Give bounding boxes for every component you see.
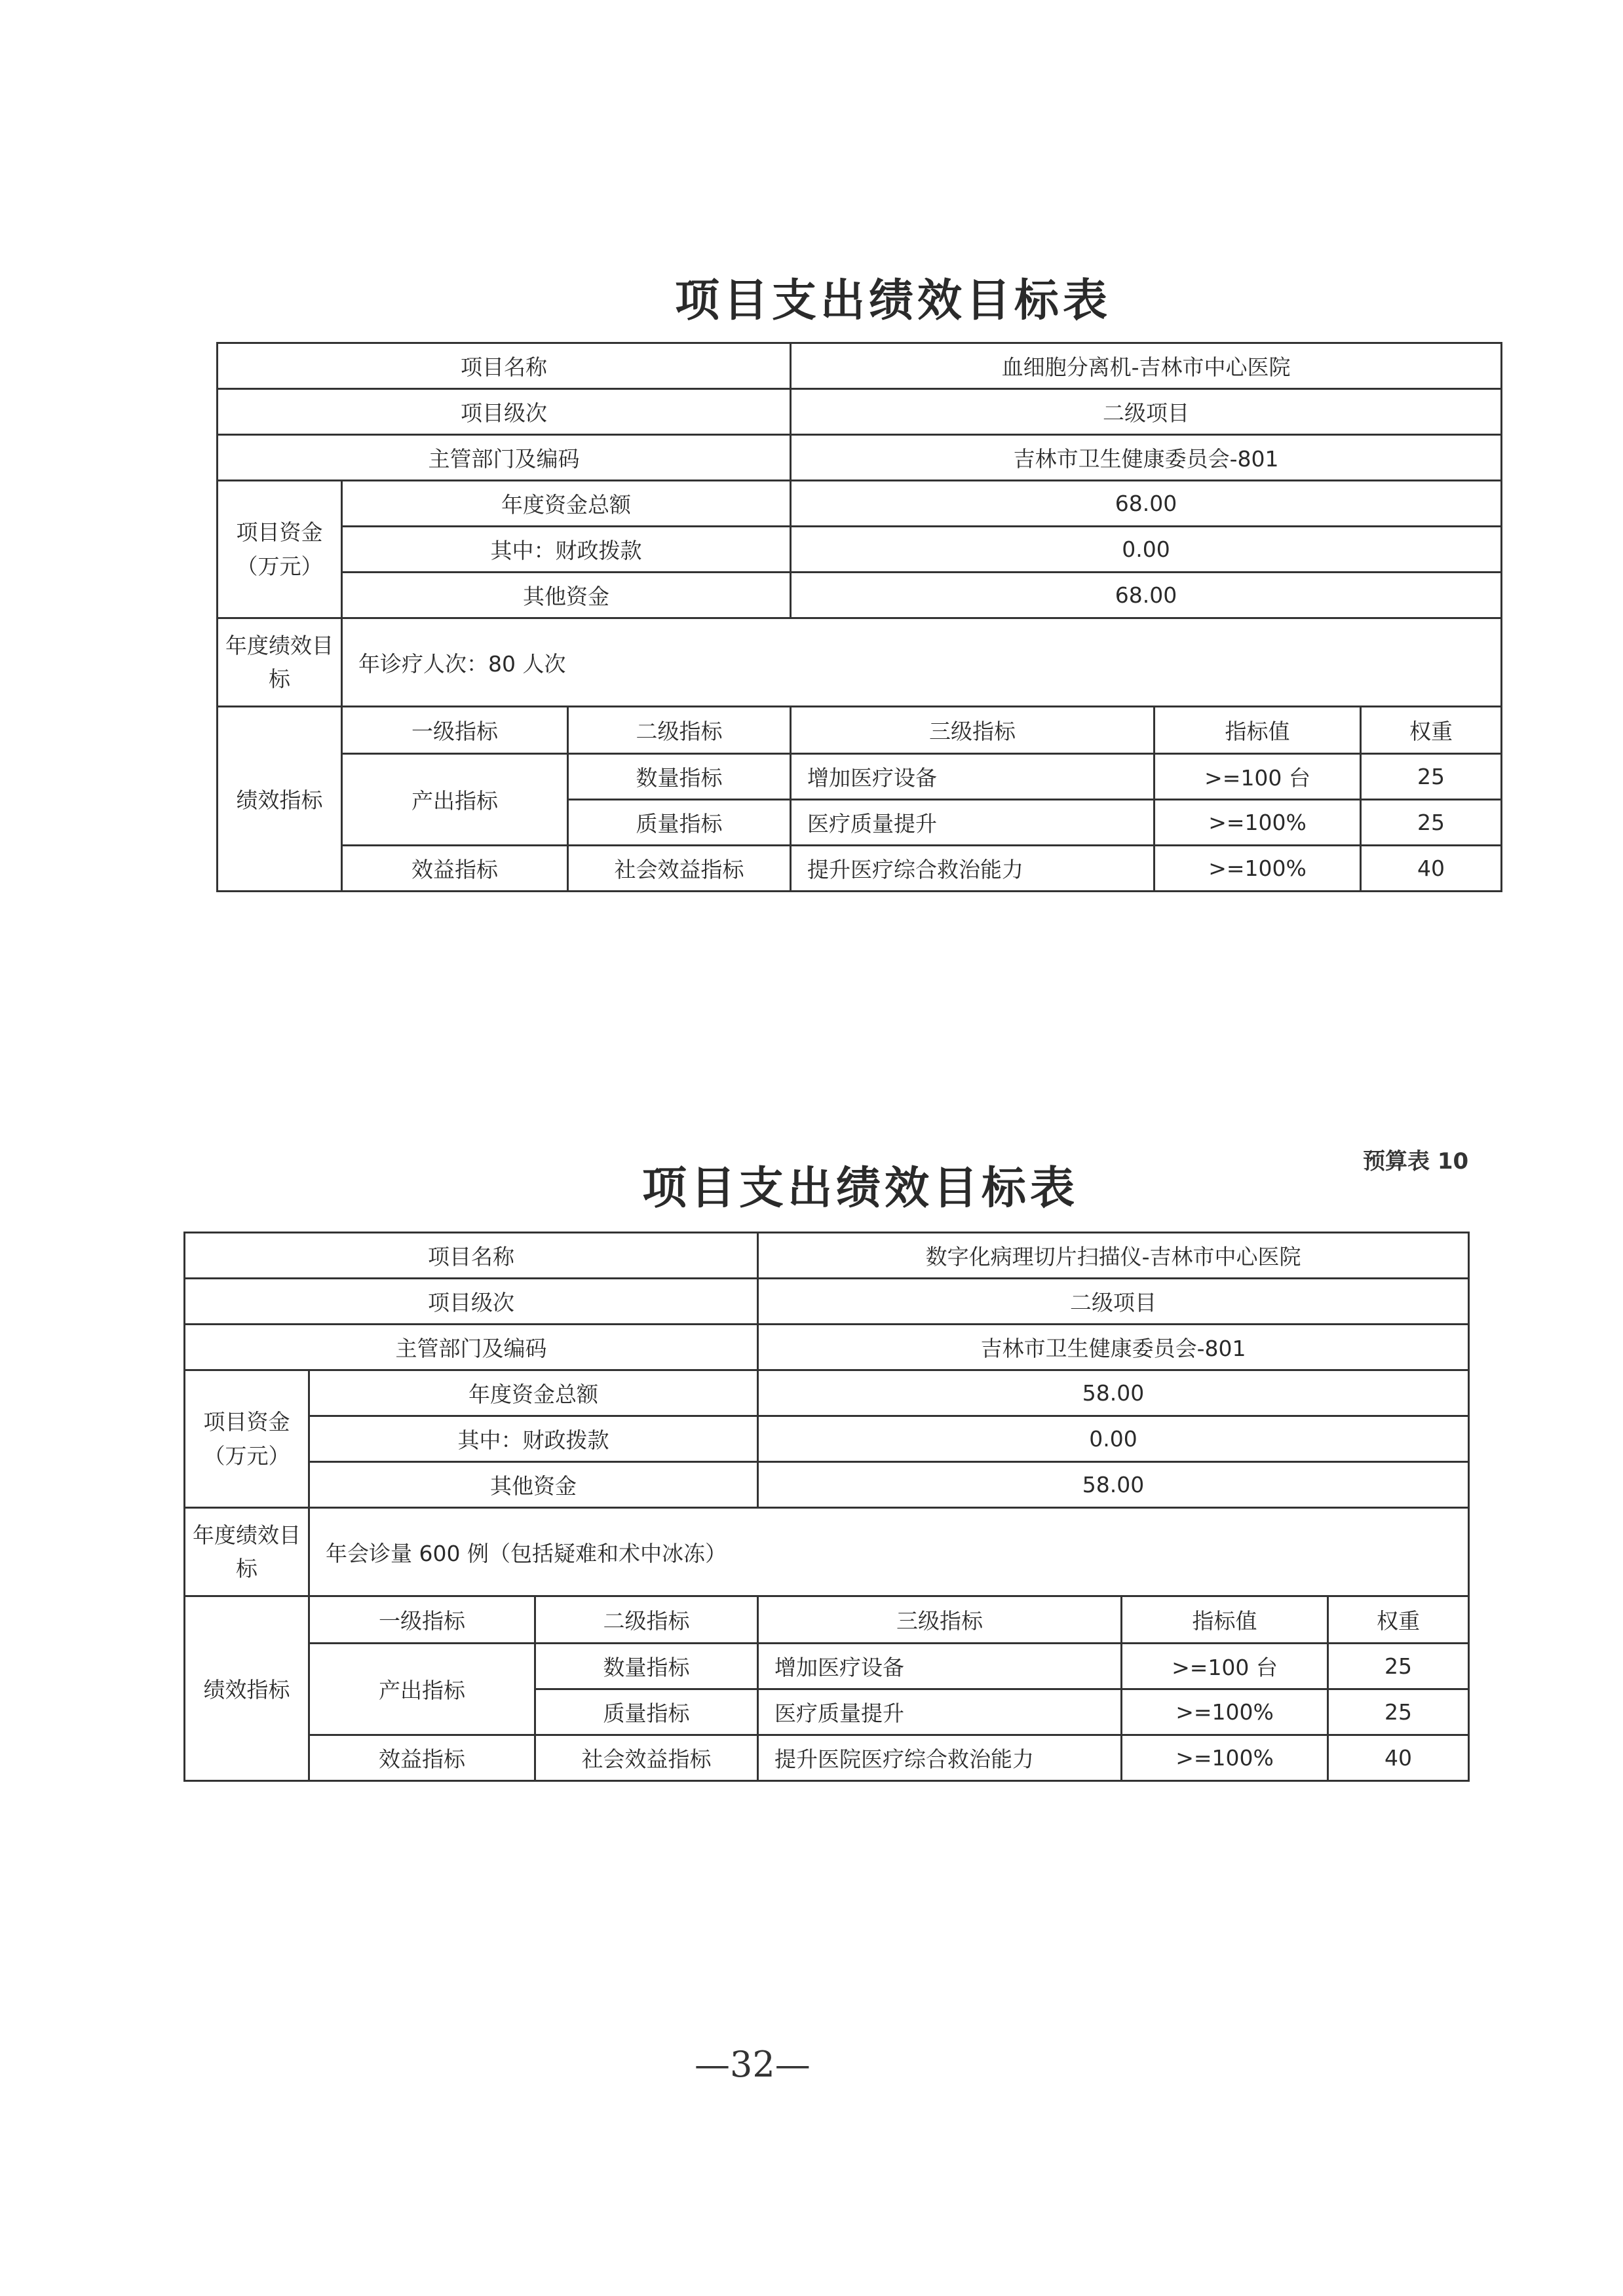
- table1-title: 项目支出绩效目标表: [675, 275, 1112, 327]
- annual-total-value: 58.00: [758, 1370, 1469, 1416]
- performance-table-1: [216, 342, 1502, 892]
- department-value: 吉林市卫生健康委员会-801: [791, 435, 1502, 481]
- fiscal-value: 0.00: [758, 1416, 1469, 1462]
- other-funds-value: 68.00: [791, 573, 1502, 618]
- label-annual-total: 年度资金总额: [309, 1370, 758, 1416]
- label-project-level: 项目级次: [185, 1279, 758, 1325]
- row-level2: 数量指标: [568, 754, 791, 800]
- row-level3: 增加医疗设备: [791, 754, 1155, 800]
- row-weight: 25: [1361, 800, 1502, 846]
- row-level1: 效益指标: [309, 1735, 535, 1781]
- row-value: >=100%: [1155, 800, 1361, 846]
- header-level1: 一级指标: [342, 707, 568, 754]
- label-project-name: 项目名称: [218, 343, 791, 389]
- label-project-name: 项目名称: [185, 1233, 758, 1279]
- label-annual-target: 年度绩效目标: [218, 618, 342, 707]
- label-project-level: 项目级次: [218, 389, 791, 435]
- row-weight: 25: [1328, 1644, 1469, 1689]
- row-level2: 社会效益指标: [535, 1735, 758, 1781]
- project-level-value: 二级项目: [791, 389, 1502, 435]
- row-level3: 医疗质量提升: [758, 1689, 1122, 1735]
- table2-title: 项目支出绩效目标表: [642, 1163, 1079, 1214]
- row-level3: 提升医疗综合救治能力: [791, 846, 1155, 892]
- annual-target-value: 年会诊量 600 例（包括疑难和术中冰冻）: [309, 1508, 1469, 1596]
- label-fiscal: 其中：财政拨款: [342, 527, 791, 573]
- other-funds-value: 58.00: [758, 1462, 1469, 1508]
- label-indicators: 绩效指标: [218, 707, 342, 892]
- row-value: >=100%: [1122, 1735, 1328, 1781]
- row-weight: 25: [1328, 1689, 1469, 1735]
- header-level2: 二级指标: [568, 707, 791, 754]
- label-indicators: 绩效指标: [185, 1596, 309, 1781]
- project-name-value: 数字化病理切片扫描仪-吉林市中心医院: [758, 1233, 1469, 1279]
- header-value: 指标值: [1155, 707, 1361, 754]
- department-value: 吉林市卫生健康委员会-801: [758, 1325, 1469, 1370]
- row-level3: 医疗质量提升: [791, 800, 1155, 846]
- row-value: >=100 台: [1122, 1644, 1328, 1689]
- label-funds: 项目资金（万元）: [218, 481, 342, 618]
- annual-target-value: 年诊疗人次：80 人次: [342, 618, 1502, 707]
- budget-table-label: 预算表 10: [1363, 1148, 1469, 1175]
- row-level2: 数量指标: [535, 1644, 758, 1689]
- row-level2: 社会效益指标: [568, 846, 791, 892]
- header-level1: 一级指标: [309, 1596, 535, 1644]
- header-weight: 权重: [1361, 707, 1502, 754]
- performance-table-2: [183, 1232, 1470, 1782]
- header-level3: 三级指标: [758, 1596, 1122, 1644]
- row-level1: 效益指标: [342, 846, 568, 892]
- row-value: >=100%: [1155, 846, 1361, 892]
- row-level1: 产出指标: [342, 754, 568, 846]
- row-level2: 质量指标: [535, 1689, 758, 1735]
- row-level2: 质量指标: [568, 800, 791, 846]
- row-level1: 产出指标: [309, 1644, 535, 1735]
- header-level3: 三级指标: [791, 707, 1155, 754]
- row-weight: 40: [1328, 1735, 1469, 1781]
- row-level3: 提升医院医疗综合救治能力: [758, 1735, 1122, 1781]
- header-weight: 权重: [1328, 1596, 1469, 1644]
- label-other-funds: 其他资金: [309, 1462, 758, 1508]
- label-department: 主管部门及编码: [218, 435, 791, 481]
- row-weight: 25: [1361, 754, 1502, 800]
- fiscal-value: 0.00: [791, 527, 1502, 573]
- row-level3: 增加医疗设备: [758, 1644, 1122, 1689]
- label-department: 主管部门及编码: [185, 1325, 758, 1370]
- row-weight: 40: [1361, 846, 1502, 892]
- label-annual-total: 年度资金总额: [342, 481, 791, 527]
- annual-total-value: 68.00: [791, 481, 1502, 527]
- label-funds: 项目资金（万元）: [185, 1370, 309, 1508]
- label-fiscal: 其中：财政拨款: [309, 1416, 758, 1462]
- project-name-value: 血细胞分离机-吉林市中心医院: [791, 343, 1502, 389]
- label-annual-target: 年度绩效目标: [185, 1508, 309, 1596]
- label-other-funds: 其他资金: [342, 573, 791, 618]
- project-level-value: 二级项目: [758, 1279, 1469, 1325]
- header-level2: 二级指标: [535, 1596, 758, 1644]
- header-value: 指标值: [1122, 1596, 1328, 1644]
- page-number: —32—: [695, 2044, 811, 2085]
- row-value: >=100 台: [1155, 754, 1361, 800]
- row-value: >=100%: [1122, 1689, 1328, 1735]
